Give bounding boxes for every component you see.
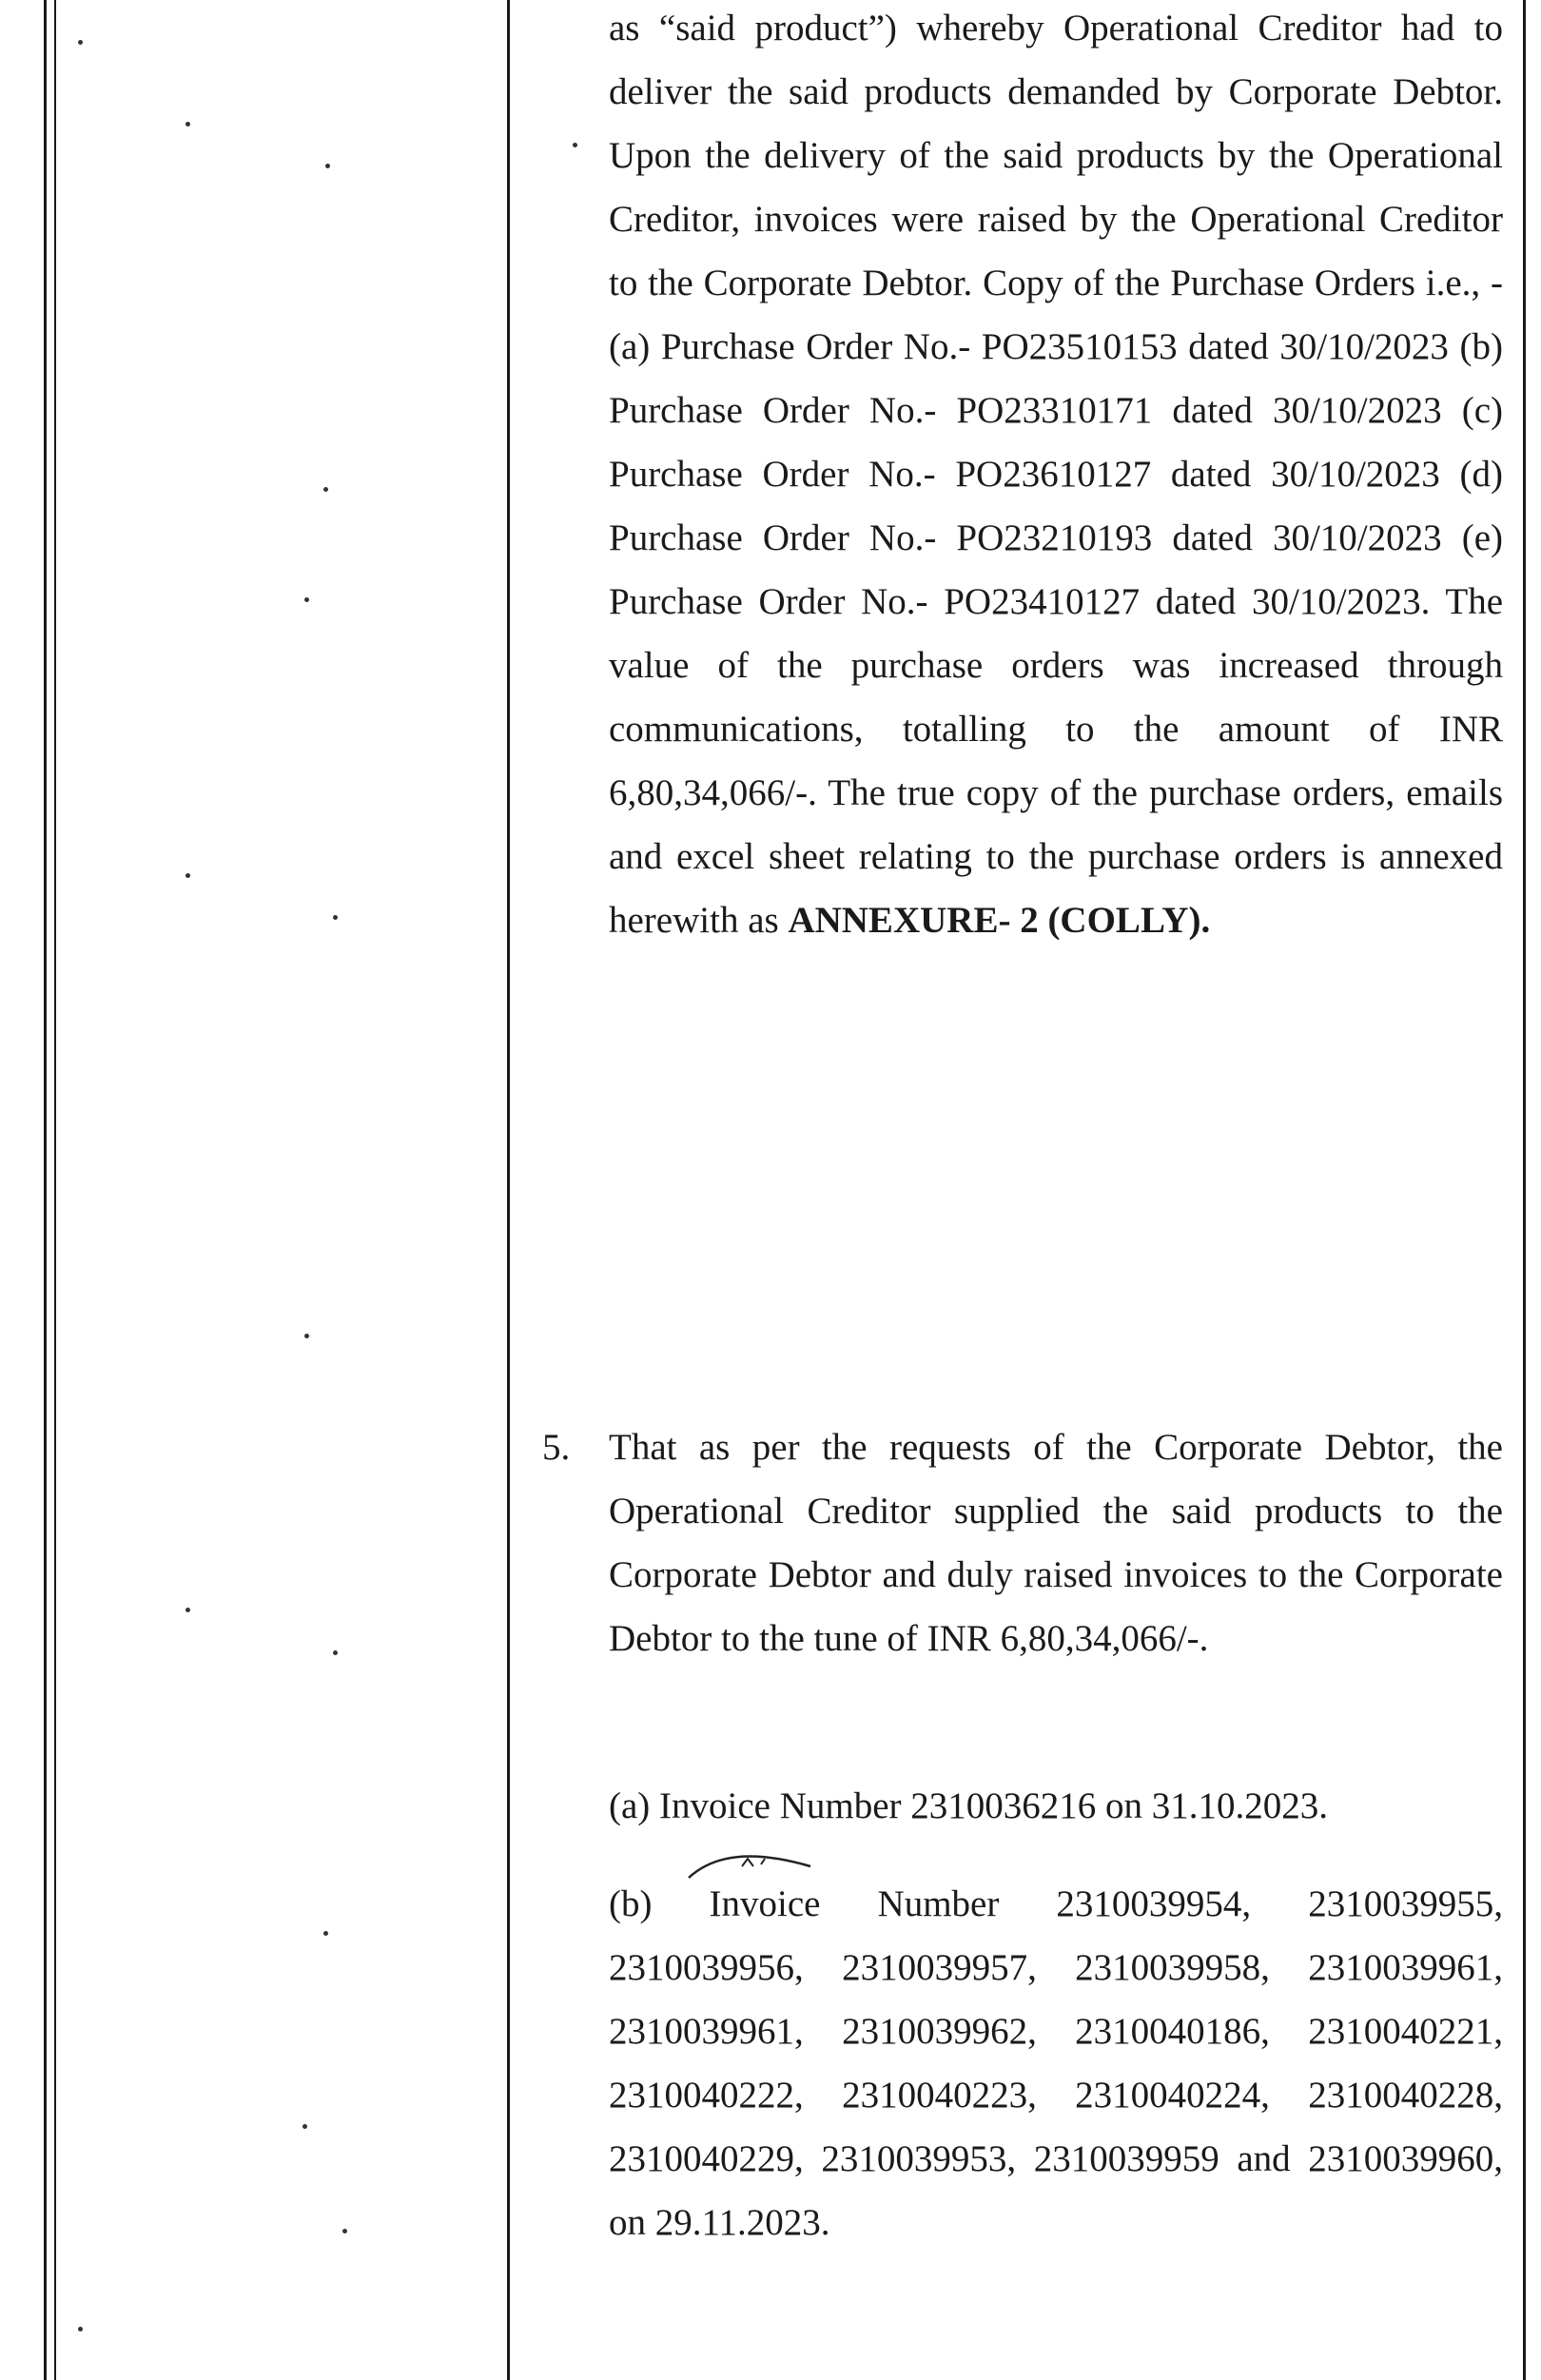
scan-speck [323, 1931, 328, 1936]
scan-speck [185, 1608, 190, 1612]
table-border-outer-left [44, 0, 47, 2380]
scan-speck [304, 597, 309, 602]
scan-speck [333, 1650, 338, 1655]
scan-speck [333, 915, 338, 920]
scan-speck [302, 2124, 307, 2129]
scan-speck [323, 487, 328, 492]
annexure-reference: ANNEXURE- 2 (COLLY). [788, 900, 1211, 941]
column-divider [507, 0, 510, 2380]
scan-speck [185, 873, 190, 878]
invoice-a-line: (a) Invoice Number 2310036216 on 31.10.2023. [609, 1785, 1329, 1826]
scan-speck [78, 40, 83, 45]
scan-speck [325, 164, 330, 168]
scan-speck [304, 1334, 309, 1338]
invoice-b-line: (b) Invoice Number 2310039954, 2310039955, 2310039956, 2310039957, 2310039958, 2310039961, 2310039961, 2310039962, 2310040186, 2310040221, 2310040222, 2310040223, 2310040224, 2310040228, 2310040229, 2310039953, 2310039959 and 2310039960, on 29.11.2023. [609, 1883, 1503, 2243]
scan-speck [573, 143, 577, 147]
intro-paragraph [609, 0, 1503, 952]
scan-speck [342, 2229, 347, 2234]
table-border-inner-left [54, 0, 56, 2380]
scan-speck [78, 2327, 83, 2331]
scan-speck [185, 122, 190, 127]
intro-text: as “said product”) whereby Operational Creditor had to deliver the said products demanded by Corporate Debtor. Upon the delivery of the said products by the Operational Creditor, invoices were raised by the Operational Creditor to the Corporate Debtor. Copy of the Purchase Orders i.e., - (a) Purchase Order No.- PO23510153 dated 30/10/2023 (b) Purchase Order No.- PO23310171 dated 30/10/2023 (c) Purchase Order No.- PO23610127 dated 30/10/2023 (d) Purchase Order No.- PO23210193 dated 30/10/2023 (e) Purchase Order No.- PO23410127 dated 30/10/2023. The value of the purchase orders was increased through communications, totalling to the amount of INR 6,80,34,066/-. The true copy of the purchase orders, emails and excel sheet relating to the purchase orders is annexed herewith as [609, 8, 1503, 941]
table-border-right [1523, 0, 1526, 2380]
item-number: 5. [542, 1427, 571, 1468]
item-5-text: That as per the requests of the Corporate Debtor, the Operational Creditor supplied the said products to the Corporate Debtor and duly raised invoices to the Corporate Debtor to the tune of INR 6,80,34,066/-. [609, 1427, 1503, 1659]
